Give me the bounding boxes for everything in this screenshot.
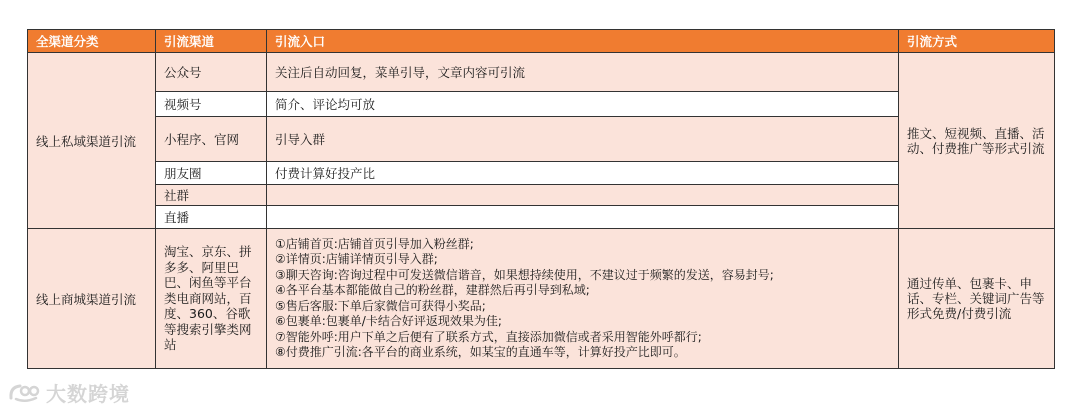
entry-line: ⑦智能外呼:用户下单之后便有了联系方式，直接添加微信或者采用智能外呼都行; bbox=[275, 329, 702, 344]
private-category-cell: 线上私域渠道引流 bbox=[28, 53, 156, 229]
entry-cell: 引导入群 bbox=[267, 117, 899, 162]
mall-channels-cell: 淘宝、京东、拼多多、阿里巴巴、闲鱼等平台类电商网站，百度、360、谷歌等搜索引擎类网站 bbox=[156, 229, 267, 369]
entry-cell: 付费计算好投产比 bbox=[267, 162, 899, 185]
entry-line: ④各平台基本都能做自己的粉丝群，建群然后再引导到私域; bbox=[275, 283, 590, 297]
table-row bbox=[28, 229, 1055, 369]
entry-cell bbox=[267, 206, 899, 229]
channel-cell: 公众号 bbox=[156, 53, 267, 92]
mall-category-cell: 线上商城渠道引流 bbox=[28, 229, 156, 369]
watermark bbox=[8, 378, 130, 407]
channel-cell: 朋友圈 bbox=[156, 162, 267, 185]
entry-line: ⑥包裹单:包裹单/卡结合好评返现效果为佳; bbox=[275, 314, 502, 328]
channel-cell: 小程序、官网 bbox=[156, 117, 267, 162]
header-channel: 引流渠道 bbox=[156, 30, 267, 53]
table-header-row bbox=[28, 30, 1055, 53]
header-entry: 引流入口 bbox=[267, 30, 899, 53]
entry-line: ③聊天咨询:咨询过程中可发送微信谐音，如果想持续使用，不建议过于频繁的发送，容易封号; bbox=[275, 267, 774, 282]
private-method-cell: 推文、短视频、直播、活动、付费推广等形式引流 bbox=[899, 53, 1055, 229]
channel-table bbox=[27, 29, 1055, 369]
watermark-logo-icon bbox=[8, 381, 42, 405]
mall-method-cell: 通过传单、包裹卡、申话、专栏、关键词广告等形式免费/付费引流 bbox=[899, 229, 1055, 369]
entry-cell bbox=[267, 185, 899, 206]
entry-line: ①店铺首页:店铺首页引导加入粉丝群; bbox=[275, 236, 474, 251]
watermark-text: 大数跨境 bbox=[46, 382, 130, 406]
header-category: 全渠道分类 bbox=[28, 30, 156, 53]
channel-cell: 社群 bbox=[156, 185, 267, 206]
channel-cell: 直播 bbox=[156, 206, 267, 229]
entry-line: ②详情页:店铺详情页引导入群; bbox=[275, 252, 438, 266]
mall-entries-cell bbox=[267, 229, 899, 369]
entry-cell: 简介、评论均可放 bbox=[267, 92, 899, 117]
channel-cell: 视频号 bbox=[156, 92, 267, 117]
table-row bbox=[28, 53, 1055, 92]
entry-line: ⑧付费推广引流:各平台的商业系统，如某宝的直通车等，计算好投产比即可。 bbox=[275, 345, 686, 359]
entry-line: ⑤售后客服:下单后家微信可获得小奖品; bbox=[275, 298, 486, 313]
header-method: 引流方式 bbox=[899, 30, 1055, 53]
entry-cell: 关注后自动回复，菜单引导，文章内容可引流 bbox=[267, 53, 899, 92]
